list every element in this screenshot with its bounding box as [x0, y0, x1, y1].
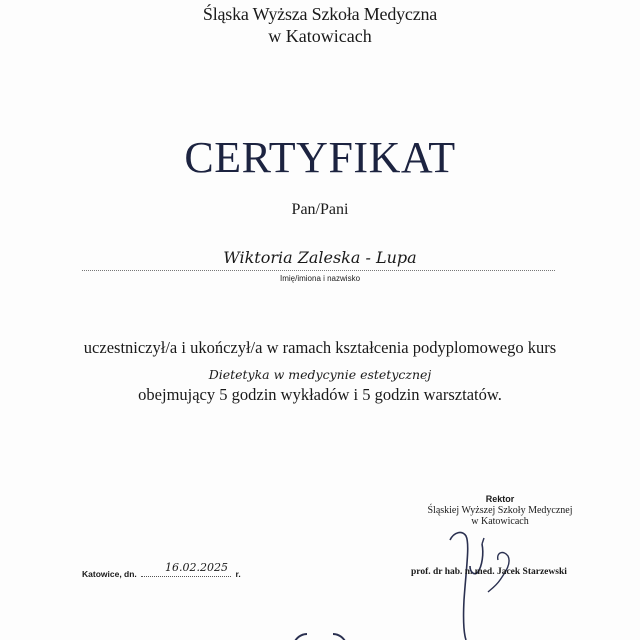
- date-suffix: r.: [235, 569, 241, 579]
- course-hours: obejmujący 5 godzin wykładów i 5 godzin warsztatów.: [138, 385, 502, 404]
- rektor-block: [400, 494, 600, 527]
- rektor-city: w Katowicach: [471, 516, 529, 527]
- place-label: Katowice, dn.: [82, 569, 137, 579]
- rektor-title: Rektor: [485, 494, 515, 504]
- name-caption: Imię/imiona i nazwisko: [279, 274, 361, 283]
- institution-name: Śląska Wyższa Szkoła Medyczna: [202, 4, 438, 24]
- seal-icon: [285, 628, 355, 640]
- institution-city: w Katowicach: [268, 26, 372, 46]
- signature-icon: [448, 530, 528, 640]
- course-name: Dietetyka w medycynie estetycznej: [208, 367, 432, 382]
- rektor-institution: Śląskiej Wyższej Szkoły Medycznej: [427, 505, 573, 516]
- signatory-name: prof. dr hab. n. med. Jacek Starzewski: [411, 567, 567, 577]
- completion-statement: uczestniczył/a i ukończył/a w ramach kształcenia podyplomowego kurs: [83, 338, 557, 357]
- salutation: Pan/Pani: [291, 201, 349, 218]
- certificate-title: CERTYFIKAT: [184, 133, 456, 182]
- recipient-name: Wiktoria Zaleska - Lupa: [223, 248, 417, 267]
- name-dotted-line: [82, 270, 555, 271]
- issue-date: 16.02.2025: [165, 561, 228, 574]
